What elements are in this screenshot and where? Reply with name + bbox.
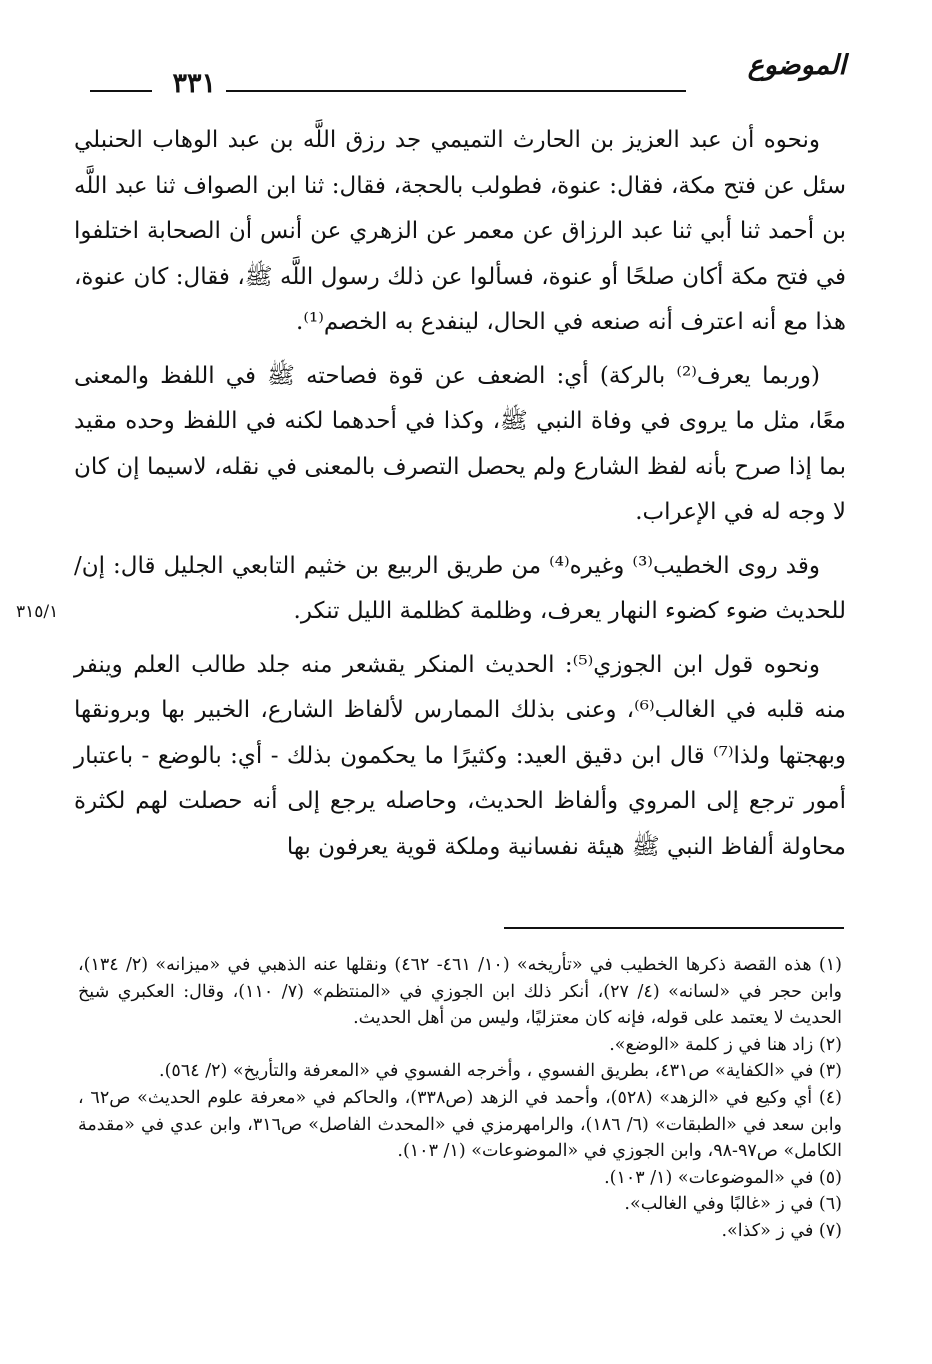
main-text	[74, 118, 846, 880]
margin-reference: ٣١٥/١	[16, 602, 59, 622]
paragraph: وقد روى الخطيب⁽³⁾ وغيره⁽⁴⁾ من طريق الربيع بن خثيم التابعي الجليل قال: إن/ للحديث ضوء كضوء النهار يعرف، وظلمة كظلمة الليل تنكر.	[74, 552, 846, 624]
footnote: (٤) أي وكيع في «الزهد» (٥٢٨)، وأحمد في الزهد (ص٣٣٨)، والحاكم في «معرفة علوم الحديث» ص٦٢ ، وابن سعد في «الطبقات» (٦/ ١٨٦)، والرامهرمزي في «المحدث الفاصل» ص٣١٦، وابن عدي في «مقدمة الكامل» ص٩٧-٩٨، وابن الجوزي في «الموضوعات» (١/ ١٠٣).	[78, 1087, 843, 1162]
footnote: (٣) في «الكفاية» ص٤٣١، بطريق الفسوي ، وأخرجه الفسوي في «المعرفة والتأريخ» (٢/ ٥٦٤).	[159, 1061, 842, 1082]
footnote: (٧) في ز «كذا».	[721, 1220, 842, 1241]
footnote: (٥) في «الموضوعات» (١/ ١٠٣).	[604, 1167, 842, 1188]
running-title: الموضوع	[747, 50, 846, 81]
footnote-separator	[504, 927, 844, 929]
paragraph: ونحوه قول ابن الجوزي⁽⁵⁾: الحديث المنكر يقشعر منه جلد طالب العلم وينفر منه قلبه في الغالب⁽⁶⁾، وعنى بذلك الممارس لألفاظ الشارع، الخبير بها وبرونقها وبهجتها ولذا⁽⁷⁾ قال ابن دقيق العيد: وكثيرًا ما يحكمون بذلك - أي: بالوضع - باعتبار أمور ترجع إلى المروي وألفاظ الحديث، وحاصله يرجع إلى أنه حصلت لهم لكثرة محاولة ألفاظ النبي ﷺ هيئة نفسانية وملكة قوية يعرفون بها	[74, 651, 846, 860]
page-header	[62, 44, 846, 104]
footnotes	[78, 952, 842, 1245]
header-rule-short	[90, 90, 152, 92]
footnote: (١) هذه القصة ذكرها الخطيب في «تأريخه» (١٠/ ٤٦١- ٤٦٢) ونقلها عنه الذهبي في «ميزانه» (٢/ ١٣٤)، وابن حجر في «لسانه» (٤/ ٢٧)، أنكر ذلك ابن الجوزي في «المنتظم» (٧/ ١١٠)، وقال: العكبري شيخ الحديث لا يعتمد على قوله، فإنه كان معتزليًا، وليس من أهل الحديث.	[78, 955, 842, 1029]
header-rule	[226, 90, 686, 92]
paragraph: ونحوه أن عبد العزيز بن الحارث التميمي جد رزق اللَّه بن عبد الوهاب الحنبلي سئل عن فتح مكة، فقال: عنوة، فطولب بالحجة، فقال: ثنا ابن الصواف ثنا عبد اللَّه بن أحمد ثنا أبي ثنا عبد الرزاق عن معمر عن الزهري عن أنس أن الصحابة اختلفوا في فتح مكة أكان صلحًا أو عنوة، فسألوا عن ذلك رسول اللَّه ﷺ، فقال: كان عنوة، هذا مع أنه اعترف أنه صنعه في الحال، لينفدع به الخصم⁽¹⁾.	[74, 127, 846, 335]
footnote: (٦) في ز «غالبًا وفي الغالب».	[624, 1194, 842, 1215]
paragraph: (وربما يعرف⁽²⁾ بالركة) أي: الضعف عن قوة فصاحته ﷺ في اللفظ والمعنى معًا، مثل ما يروى في وفاة النبي ﷺ، وكذا في أحدهما لكنه في اللفظ وحده مقيد بما إذا صرح بأنه لفظ الشارع ولم يحصل التصرف بالمعنى في نقله، لاسيما إن كان لا وجه له في الإعراب.	[74, 362, 846, 525]
footnote: (٢) زاد هنا في ز كلمة «الوضع».	[609, 1034, 842, 1055]
page-number: ٣٣١	[172, 68, 216, 99]
